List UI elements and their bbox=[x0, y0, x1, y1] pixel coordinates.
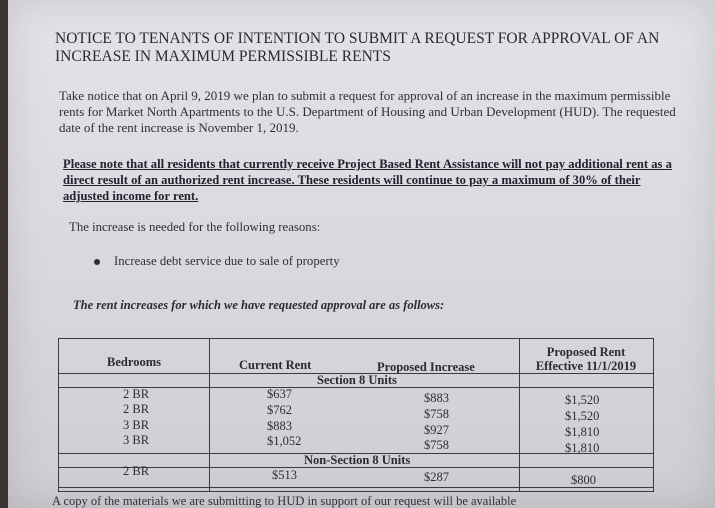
document-page bbox=[8, 0, 715, 508]
row-proposed-increase: $883 bbox=[424, 391, 449, 405]
header-bedrooms: Bedrooms bbox=[107, 355, 161, 369]
header-current-rent: Current Rent bbox=[239, 358, 312, 372]
table-intro: The rent increases for which we have requested approval are as follows: bbox=[73, 298, 445, 312]
table-divider bbox=[209, 339, 210, 491]
row-proposed-rent: $800 bbox=[571, 473, 596, 487]
bullet-icon bbox=[94, 259, 100, 265]
reasons-intro: The increase is needed for the following reasons: bbox=[69, 220, 321, 234]
row-proposed-increase: $287 bbox=[424, 470, 449, 484]
row-bedrooms: 2 BR bbox=[123, 387, 150, 401]
row-bedrooms: 2 BR bbox=[123, 402, 150, 416]
row-bedrooms: 3 BR bbox=[123, 433, 150, 447]
row-proposed-increase: $758 bbox=[424, 438, 449, 452]
row-current-rent: $1,052 bbox=[267, 434, 302, 448]
rent-increase-table bbox=[58, 338, 654, 492]
page-title: NOTICE TO TENANTS OF INTENTION TO SUBMIT A REQUEST FOR APPROVAL OF AN INCREASE IN MAXIMUM PERMISSIBLE RENTS bbox=[55, 30, 660, 65]
row-proposed-increase: $927 bbox=[424, 423, 449, 437]
footer-text: A copy of the materials we are submitting to HUD in support of our request will be available bbox=[52, 494, 517, 508]
header-proposed-rent-line2: Effective 11/1/2019 bbox=[535, 359, 637, 373]
reason-list-item bbox=[94, 254, 340, 269]
header-proposed-increase: Proposed Increase bbox=[377, 360, 475, 374]
resident-notice-paragraph: Please note that all residents that currently receive Project Based Rent Assistance will not pay additional rent as a direct result of an authorized rent increase. These residents will continue to pay a maximum of 30% of their adjusted income for rent. bbox=[63, 157, 672, 203]
reason-text: Increase debt service due to sale of property bbox=[114, 254, 340, 268]
row-current-rent: $513 bbox=[272, 468, 297, 482]
row-current-rent: $762 bbox=[267, 403, 292, 417]
row-current-rent: $883 bbox=[267, 419, 292, 433]
row-proposed-rent: $1,520 bbox=[565, 409, 600, 423]
row-current-rent: $637 bbox=[267, 387, 292, 401]
row-bedrooms: 2 BR bbox=[123, 464, 150, 478]
non-section8-label: Non-Section 8 Units bbox=[304, 453, 411, 467]
header-proposed-rent bbox=[519, 345, 653, 373]
row-proposed-increase: $758 bbox=[424, 407, 449, 421]
section8-label: Section 8 Units bbox=[317, 373, 397, 387]
row-proposed-rent: $1,810 bbox=[565, 425, 600, 439]
row-bedrooms: 3 BR bbox=[123, 418, 150, 432]
intro-paragraph: Take notice that on April 9, 2019 we plan to submit a request for approval of an increase in the maximum permissible rents for Market North Apartments to the U.S. Department of Housing and Urban Development (HUD). The requested date of the rent increase is November 1, 2019. bbox=[59, 88, 676, 135]
row-proposed-rent: $1,520 bbox=[565, 393, 600, 407]
table-divider bbox=[59, 487, 653, 488]
header-proposed-rent-line1: Proposed Rent bbox=[546, 345, 626, 359]
row-proposed-rent: $1,810 bbox=[565, 441, 600, 455]
